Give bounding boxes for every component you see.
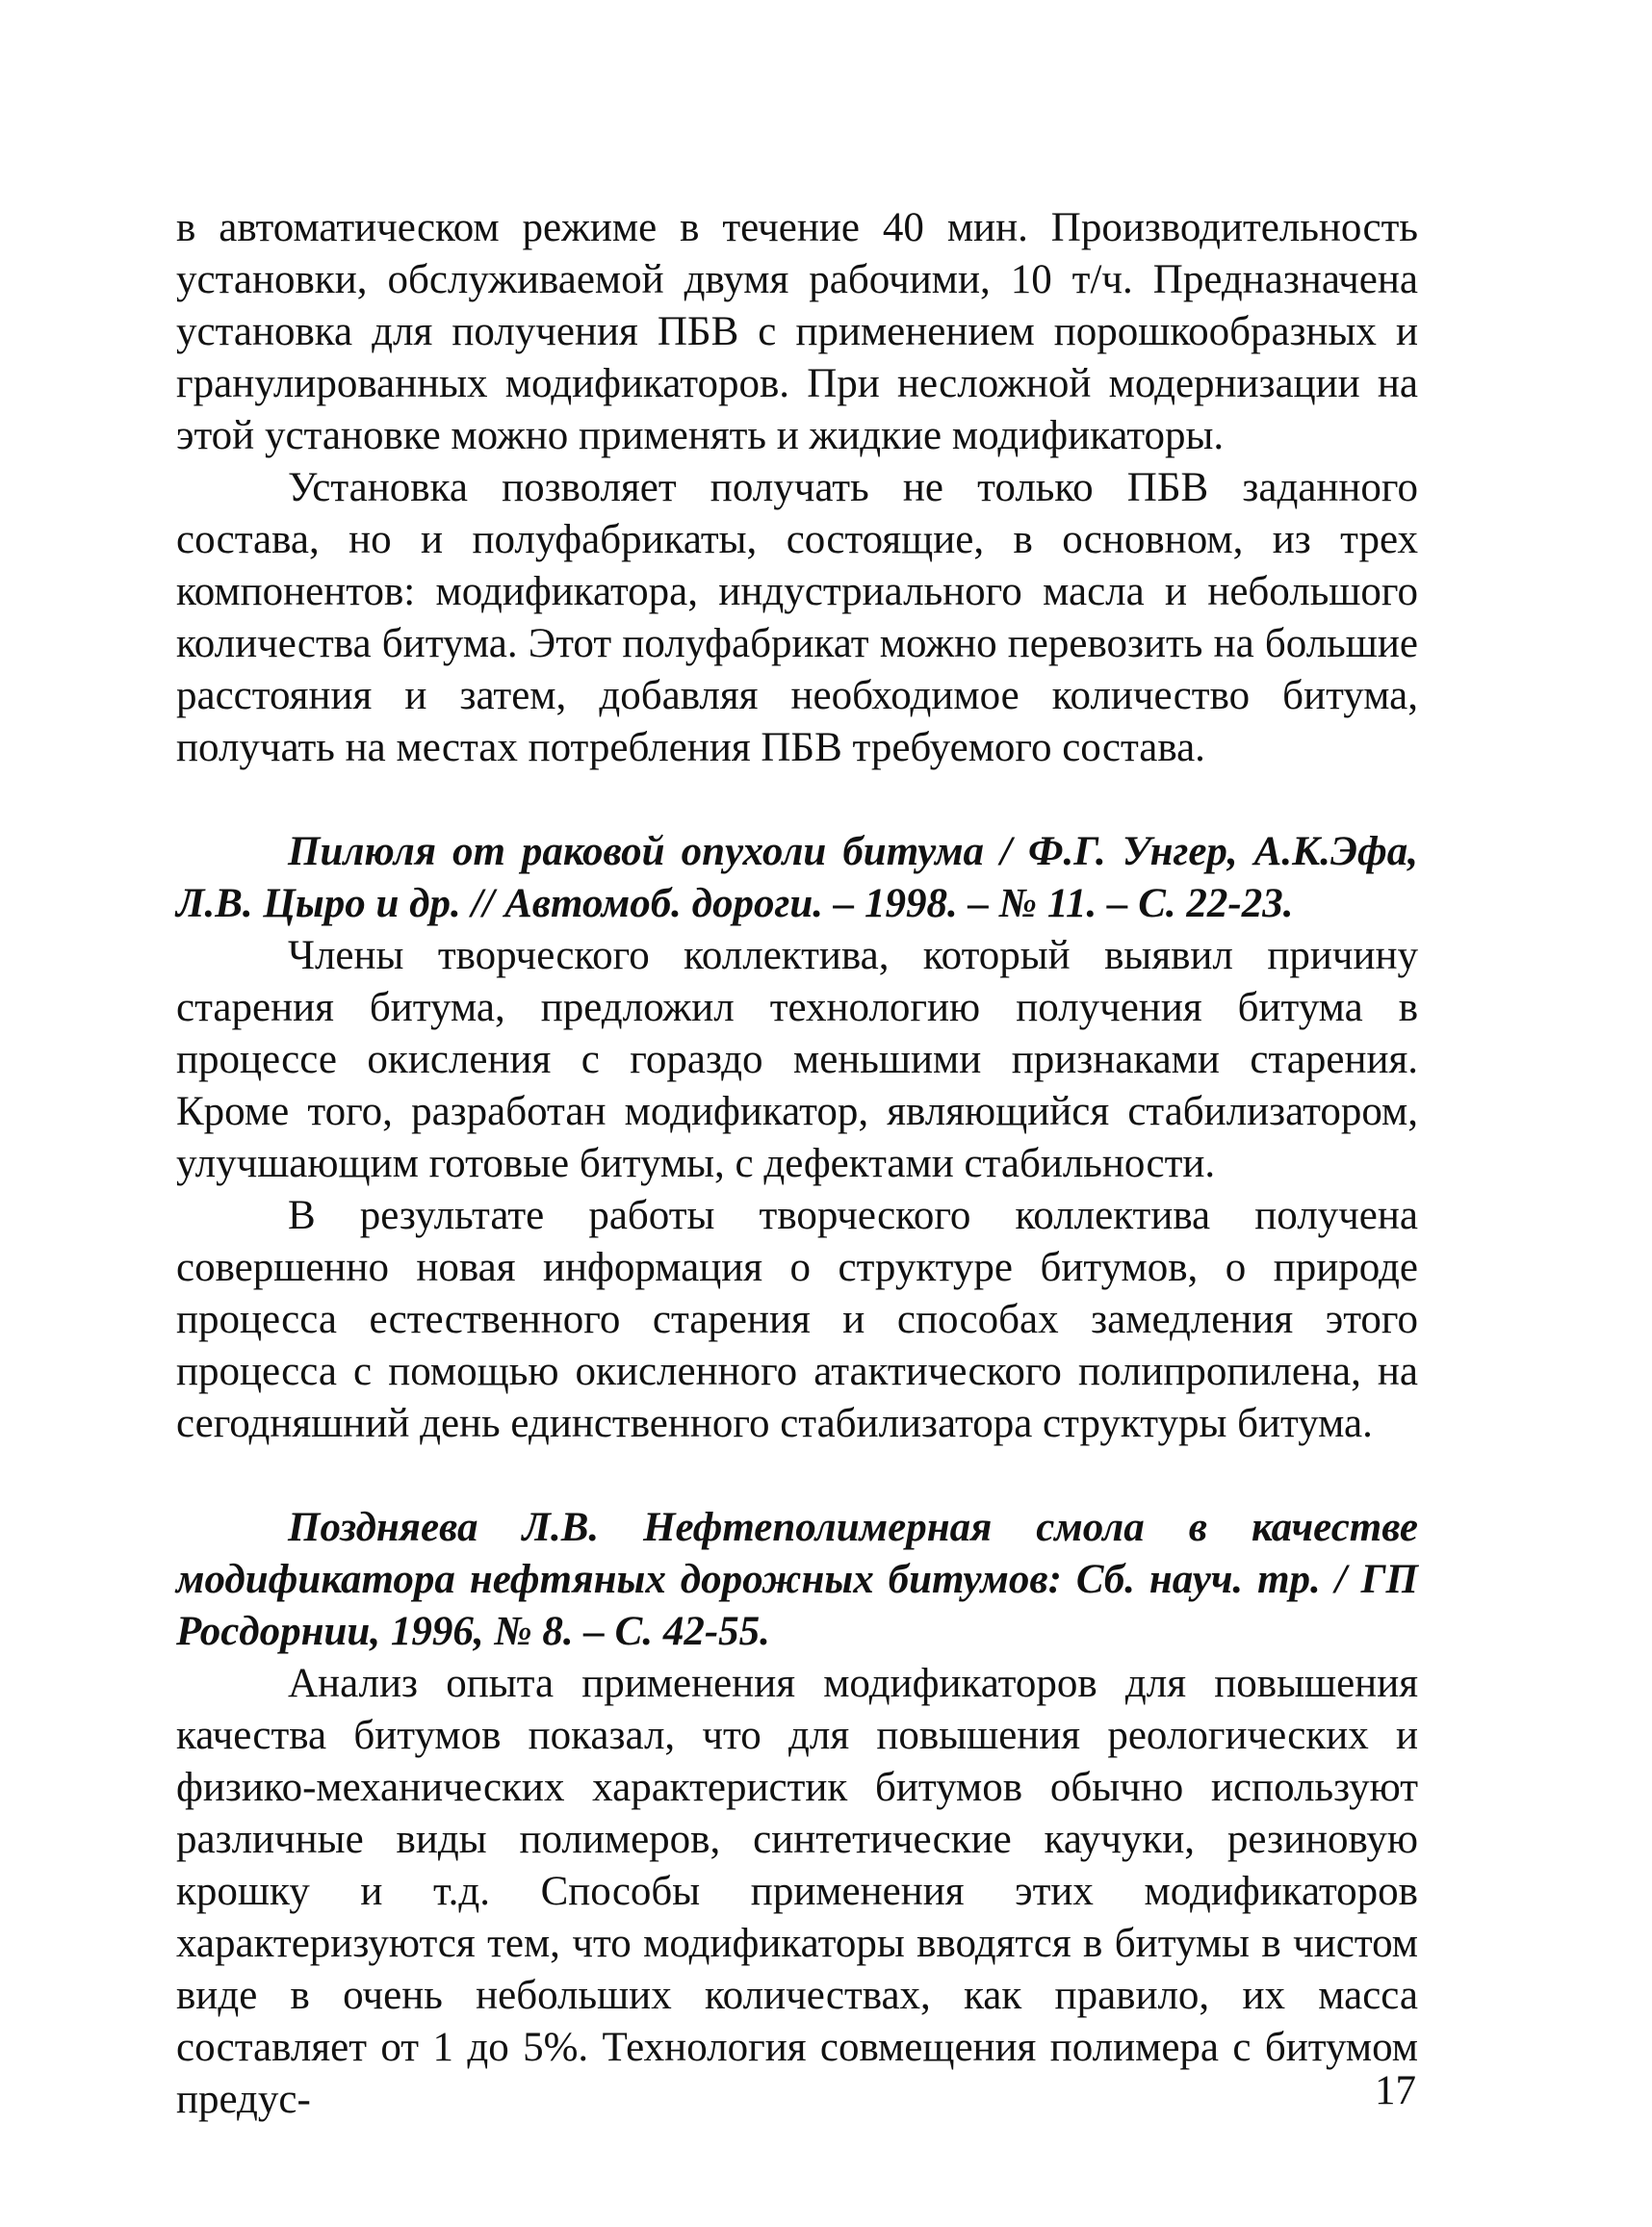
page-body	[176, 202, 1418, 2126]
paragraph-continuation: в автоматическом режиме в течение 40 мин. Производительность установки, обслуживаемой двумя рабочими, 10 т/ч. Предназначена установка для получения ПБВ с применением порошкообразных и гранулированных модификаторов. При несложной модернизации на этой установке можно применять и жидкие модификаторы.	[176, 205, 1418, 458]
paragraph-team-results: В результате работы творческого коллектива получена совершенно новая информация о структуре битумов, о природе процесса естественного старения и способах замедления этого процесса с помощью окисленного атактического полипропилена, на сегодняшний день единственного стабилизатора структуры битума.	[176, 1193, 1418, 1446]
section-gap	[176, 774, 1418, 826]
page-number: 17	[1375, 2068, 1416, 2113]
paragraph-team-members: Члены творческого коллектива, который выявил причину старения битума, предложил технологию получения битума в процессе окисления с гораздо меньшими признаками старения. Кроме того, разработан модификатор, являющийся стабилизатором, улучшающим готовые битумы, с дефектами стабильности.	[176, 933, 1418, 1186]
paragraph-analysis: Анализ опыта применения модификаторов для повышения качества битумов показал, что для повышения реологических и физико-механических характеристик битумов обычно используют различные виды полимеров, синтетические каучуки, резиновую крошку и т.д. Способы применения этих модификаторов характеризуются тем, что модификаторы вводятся в битумы в чистом виде в очень небольших количествах, как правило, их масса составляет от 1 до 5%. Технология совмещения полимера с битумом предус-	[176, 1661, 1418, 2122]
reference-heading-2: Поздняева Л.В. Нефтеполимерная смола в качестве модификатора нефтяных дорожных битумов: Сб. науч. тр. / ГП Росдорнии, 1996, № 8. – С. 42-55.	[176, 1505, 1418, 1654]
paragraph-installation: Установка позволяет получать не только ПБВ заданного состава, но и полуфабрикаты, состоящие, в основном, из трех компонентов: модификатора, индустриального масла и небольшого количества битума. Этот полуфабрикат можно перевозить на большие расстояния и затем, добавляя необходимое количество битума, получать на местах потребления ПБВ требуемого состава.	[176, 465, 1418, 770]
section-gap	[176, 1450, 1418, 1502]
reference-heading-1: Пилюля от раковой опухоли битума / Ф.Г. Унгер, А.К.Эфа, Л.В. Цыро и др. // Автомоб. дороги. – 1998. – № 11. – С. 22-23.	[176, 829, 1418, 926]
